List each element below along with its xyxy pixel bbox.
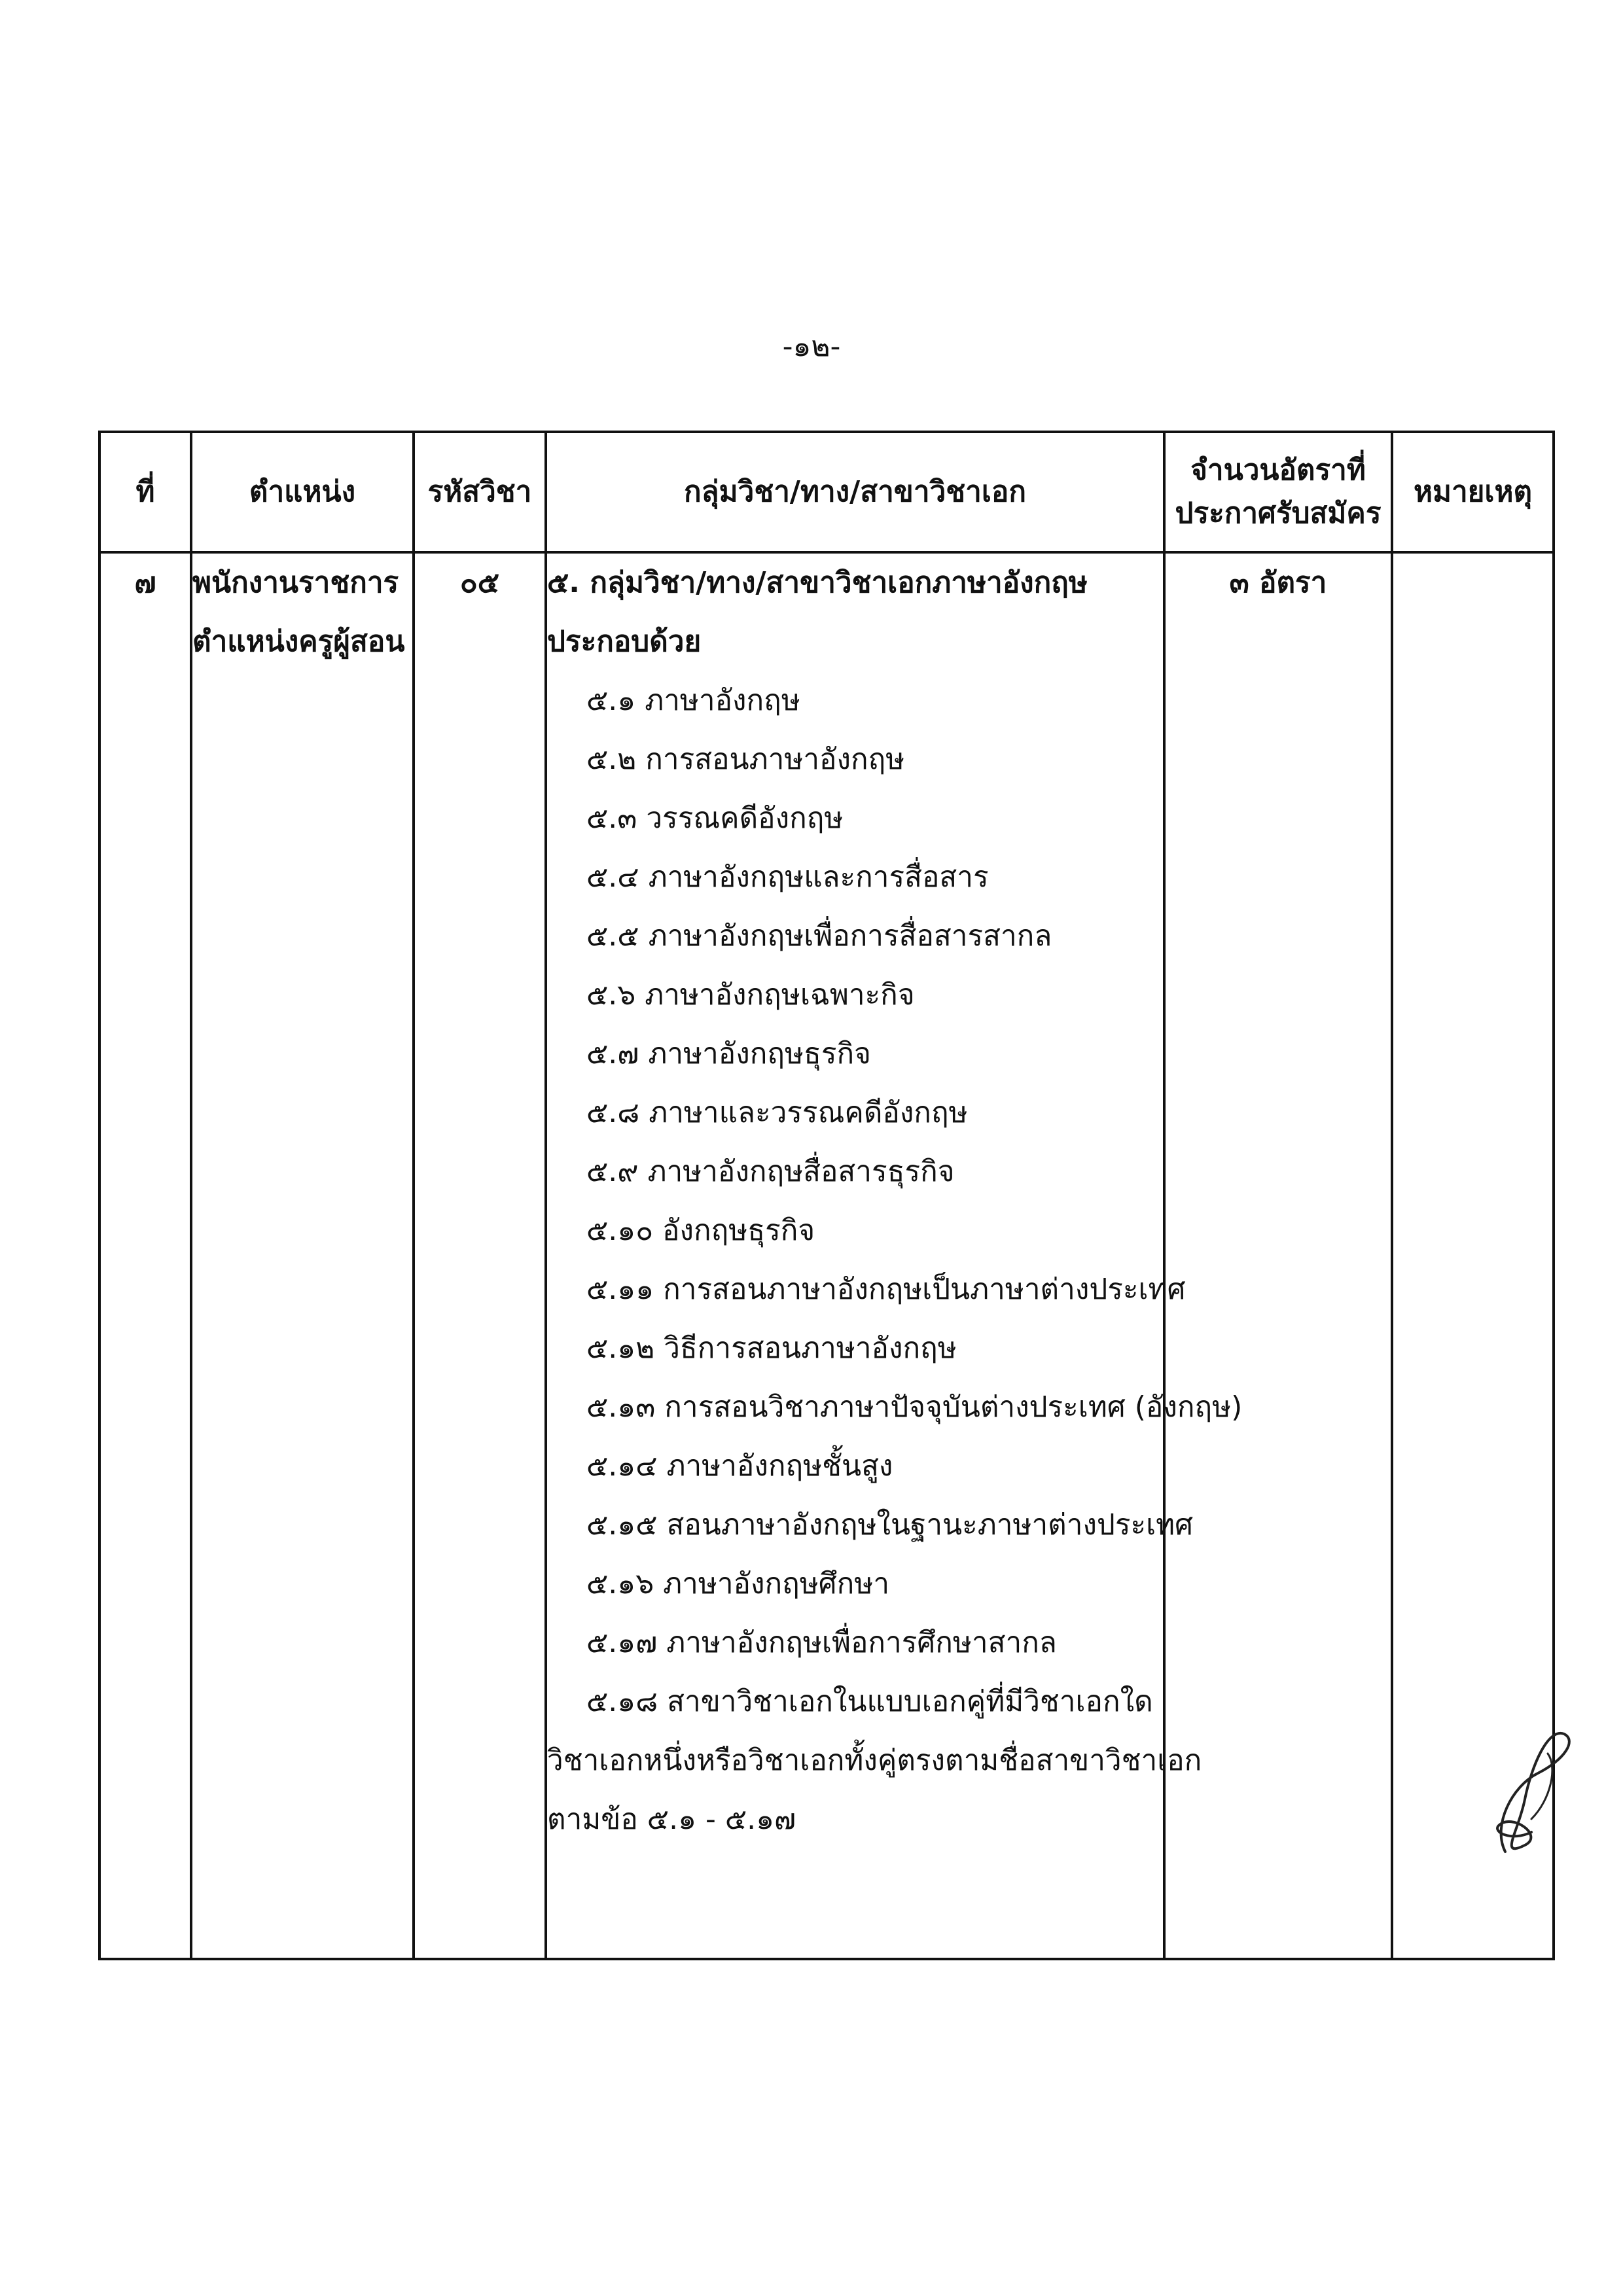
subject-line: ๕.๑๘ สาขาวิชาเอกในแบบเอกคู่ที่มีวิชาเอกใด: [586, 1685, 1153, 1718]
position-line2: ตำแหน่งครูผู้สอน: [192, 625, 405, 658]
header-subject: กลุ่มวิชา/ทาง/สาขาวิชาเอก: [546, 432, 1164, 552]
subject-code: ๐๕: [459, 566, 500, 599]
header-count-line1: จำนวนอัตราที่: [1190, 453, 1366, 487]
position-line1: พนักงานราชการ: [192, 566, 399, 599]
row-no: ๗: [134, 566, 156, 599]
cell-no: [99, 552, 191, 1959]
position-count: ๓ อัตรา: [1229, 566, 1327, 599]
subject-line: ตามข้อ ๕.๑ - ๕.๑๗: [547, 1803, 796, 1836]
signature-mark: [1486, 1727, 1584, 1865]
subject-line: ๕.๑๐ อังกฤษธุรกิจ: [586, 1214, 815, 1247]
subject-line: ๕.๑๑ การสอนภาษาอังกฤษเป็นภาษาต่างประเทศ: [586, 1273, 1186, 1306]
subject-line: ๕.๓ วรรณคดีอังกฤษ: [586, 802, 844, 835]
subject-line: ๕.๔ ภาษาอังกฤษและการสื่อสาร: [586, 860, 989, 894]
subject-line: ๕.๑๕ สอนภาษาอังกฤษในฐานะภาษาต่างประเทศ: [586, 1508, 1194, 1542]
subject-line: ๕.๑ ภาษาอังกฤษ: [586, 684, 800, 717]
table-header-row: [99, 432, 1554, 552]
subject-line: ๕.๗ ภาษาอังกฤษธุรกิจ: [586, 1037, 871, 1070]
page-number: -๑๒-: [782, 330, 841, 363]
header-count-line2: ประกาศรับสมัคร: [1175, 497, 1382, 530]
subject-line: ๕.๖ ภาษาอังกฤษเฉพาะกิจ: [586, 978, 915, 1012]
header-code: รหัสวิชา: [414, 432, 546, 552]
subject-line: ๕. กลุ่มวิชา/ทาง/สาขาวิชาเอกภาษาอังกฤษ: [547, 566, 1088, 599]
subject-line: ๕.๑๗ ภาษาอังกฤษเพื่อการศึกษาสากล: [586, 1626, 1057, 1659]
subject-line: ๕.๙ ภาษาอังกฤษสื่อสารธุรกิจ: [586, 1155, 955, 1188]
subject-line: ๕.๒ การสอนภาษาอังกฤษ: [586, 743, 905, 776]
header-remark: หมายเหตุ: [1392, 432, 1554, 552]
subject-line: ๕.๑๓ การสอนวิชาภาษาปัจจุบันต่างประเทศ (อังกฤษ): [586, 1390, 1243, 1424]
table-row: [99, 552, 1554, 1959]
subject-line: ๕.๑๔ ภาษาอังกฤษชั้นสูง: [586, 1449, 893, 1483]
header-no: ที่: [99, 432, 191, 552]
cell-position: [191, 552, 414, 1959]
header-position: ตำแหน่ง: [191, 432, 414, 552]
subject-line: ประกอบด้วย: [547, 625, 702, 658]
remark-text: [1393, 554, 1552, 612]
position-table: [98, 431, 1555, 1960]
subject-line: ๕.๑๖ ภาษาอังกฤษศึกษา: [586, 1567, 890, 1600]
cell-code: [414, 552, 546, 1959]
cell-subject: [546, 552, 1243, 1959]
subject-line: วิชาเอกหนึ่งหรือวิชาเอกทั้งคู่ตรงตามชื่อสาขาวิชาเอก: [547, 1744, 1202, 1777]
subject-line: ๕.๕ ภาษาอังกฤษเพื่อการสื่อสารสากล: [586, 919, 1052, 953]
subject-line: ๕.๘ ภาษาและวรรณคดีอังกฤษ: [586, 1096, 968, 1129]
header-count: [1164, 432, 1392, 552]
subject-line: ๕.๑๒ วิธีการสอนภาษาอังกฤษ: [586, 1332, 957, 1365]
